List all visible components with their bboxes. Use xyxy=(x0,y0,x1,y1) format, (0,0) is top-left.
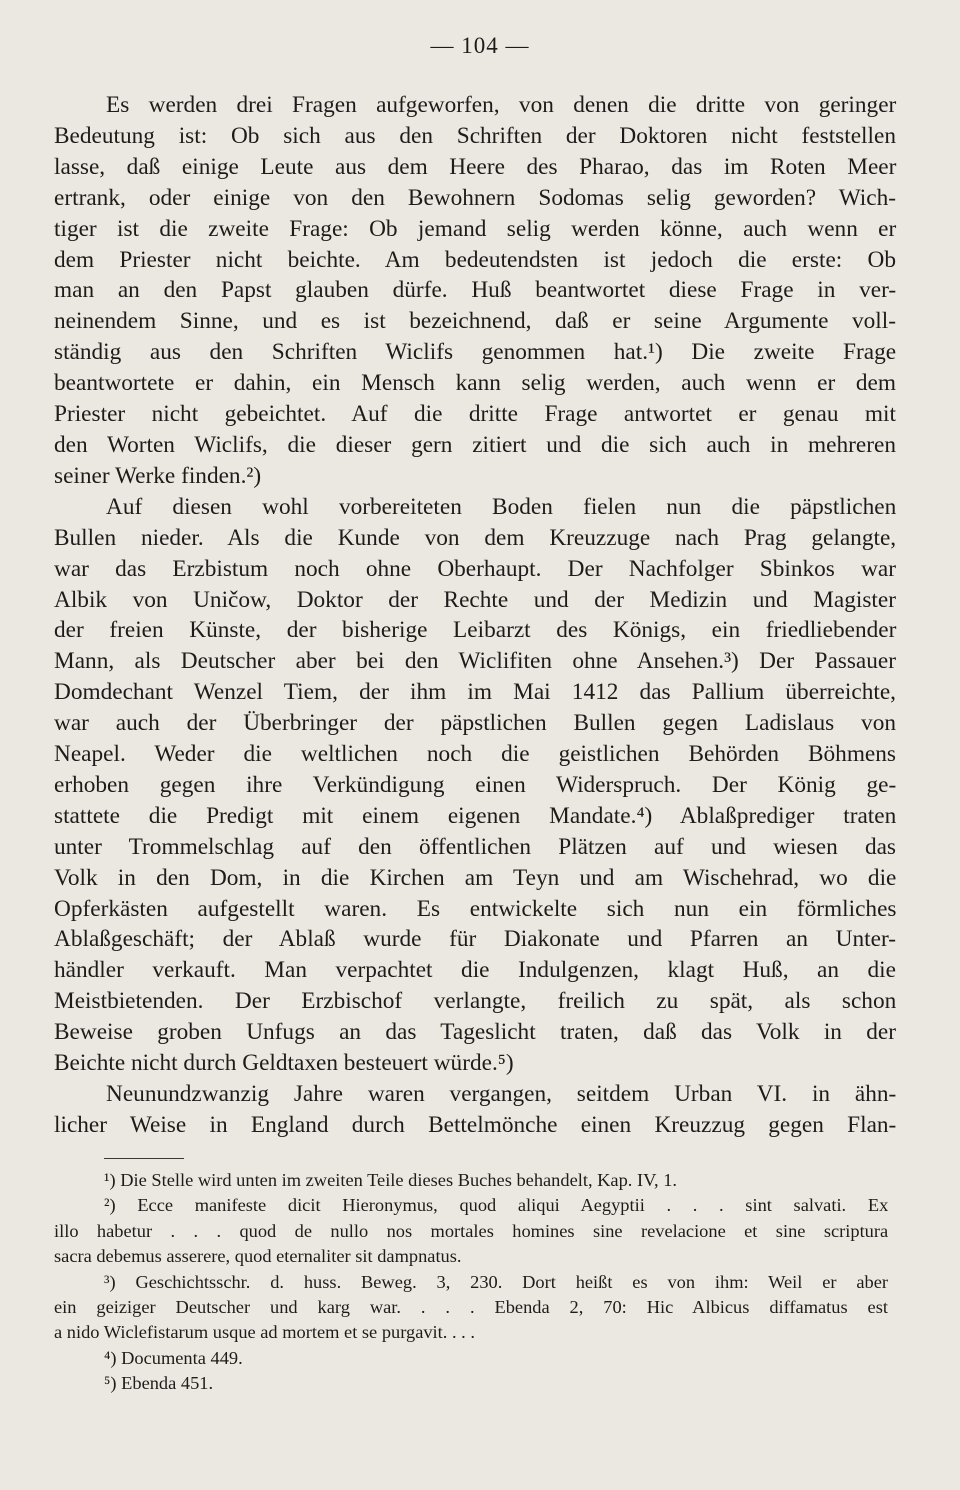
text-line: Opferkästen aufgestellt waren. Es entwickelte sich nun ein förmliches xyxy=(54,895,897,922)
paragraph-2 xyxy=(54,492,896,1079)
footnote-line: ²) Ecce manifeste dicit Hieronymus, quod aliqui Aegyptii . . . sint salvati. Ex xyxy=(104,1195,889,1216)
footnotes xyxy=(54,1168,888,1397)
text-line: der freien Künste, der bisherige Leibarzt des Königs, ein friedliebender xyxy=(54,617,897,644)
text-line: Domdechant Wenzel Tiem, der ihm im Mai 1412 das Pallium überreichte, xyxy=(54,679,896,706)
footnote-3 xyxy=(54,1270,888,1346)
footnote-line: ³) Geschichtsschr. d. huss. Beweg. 3, 230. Dort heißt es von ihm: Weil er aber xyxy=(104,1271,888,1292)
footnote-2 xyxy=(54,1193,888,1269)
footnote-line: sacra debemus asserere, quod eternaliter sit dampnatus. xyxy=(54,1246,462,1267)
text-line: Neunundzwanzig Jahre waren vergangen, seitdem Urban VI. in ähn- xyxy=(106,1081,897,1107)
text-line: Meistbietenden. Der Erzbischof verlangte, freilich zu spät, als schon xyxy=(54,988,897,1015)
text-line: Bullen nieder. Als die Kunde von dem Kreuzzuge nach Prag gelangte, xyxy=(54,524,897,551)
text-line: war auch der Überbringer der päpstlichen Bullen gegen Ladislaus von xyxy=(54,710,896,737)
text-line: beantwortete er dahin, ein Mensch kann selig werden, auch wenn er dem xyxy=(54,370,896,397)
page-number: — 104 — xyxy=(430,33,530,58)
text-line: seiner Werke finden.²) xyxy=(54,462,262,489)
text-line: licher Weise in England durch Bettelmönche einen Kreuzzug gegen Flan- xyxy=(54,1111,897,1138)
text-line: Beichte nicht durch Geldtaxen besteuert würde.⁵) xyxy=(54,1050,514,1077)
text-line: den Worten Wiclifs, die dieser gern zitiert und die sich auch in mehreren xyxy=(54,431,896,458)
text-line: tiger ist die zweite Frage: Ob jemand selig werden könne, auch wenn er xyxy=(54,215,897,242)
footnote-line: a nido Wiclefistarum usque ad mortem et se purgavit. . . . xyxy=(54,1322,475,1343)
footnote-line: ein geiziger Deutscher und karg war. . . . Ebenda 2, 70: Hic Albicus diffamatus est xyxy=(54,1297,888,1318)
paragraph-3 xyxy=(54,1079,896,1141)
text-line: ertrank, oder einige von den Bewohnern Sodomas selig geworden? Wich- xyxy=(54,184,896,211)
text-line: Beweise groben Unfugs an das Tageslicht traten, daß das Volk in der xyxy=(54,1019,896,1046)
paragraph-1 xyxy=(54,90,896,492)
footnote-5 xyxy=(54,1371,888,1396)
footnote-line: ¹) Die Stelle wird unten im zweiten Teile dieses Buches behandelt, Kap. IV, 1. xyxy=(104,1170,677,1190)
body-text xyxy=(54,90,896,1141)
text-line: Mann, als Deutscher aber bei den Wiclifiten ohne Ansehen.³) Der Passauer xyxy=(54,648,896,675)
text-line: erhoben gegen ihre Verkündigung einen Widerspruch. Der König ge- xyxy=(54,771,897,798)
footnote-line: ⁵) Ebenda 451. xyxy=(104,1373,214,1394)
text-line: ständig aus den Schriften Wiclifs genommen hat.¹) Die zweite Frage xyxy=(54,339,897,366)
text-line: Ablaßgeschäft; der Ablaß wurde für Diakonate und Pfarren an Unter- xyxy=(54,926,896,953)
text-line: Auf diesen wohl vorbereiteten Boden fielen nun die päpstlichen xyxy=(106,493,897,520)
footnote-1 xyxy=(54,1168,888,1193)
text-line: lasse, daß einige Leute aus dem Heere des Pharao, das im Roten Meer xyxy=(54,153,897,180)
text-line: Es werden drei Fragen aufgeworfen, von denen die dritte von geringer xyxy=(106,92,897,118)
text-line: dem Priester nicht beichte. Am bedeutendsten ist jedoch die erste: Ob xyxy=(54,246,896,273)
footnote-4 xyxy=(54,1346,888,1371)
text-line: Albik von Uničow, Doktor der Rechte und der Medizin und Magister xyxy=(54,586,896,613)
text-line: unter Trommelschlag auf den öffentlichen Plätzen auf und wiesen das xyxy=(54,833,896,860)
text-line: stattete die Predigt mit einem eigenen Mandate.⁴) Ablaßprediger traten xyxy=(54,802,897,829)
text-line: war das Erzbistum noch ohne Oberhaupt. Der Nachfolger Sbinkos war xyxy=(54,555,896,582)
footnote-divider xyxy=(104,1158,184,1159)
text-line: Bedeutung ist: Ob sich aus den Schriften der Doktoren nicht feststellen xyxy=(54,122,896,149)
text-line: neinendem Sinne, und es ist bezeichnend, daß er seine Argumente voll- xyxy=(54,308,896,335)
text-line: Priester nicht gebeichtet. Auf die dritte Frage antwortet er genau mit xyxy=(54,401,896,428)
footnote-line: ⁴) Documenta 449. xyxy=(104,1347,243,1368)
footnote-line: illo habetur . . . quod de nullo nos mortales homines sine revelacione et sine scriptura xyxy=(54,1220,889,1241)
text-line: Neapel. Weder die weltlichen noch die geistlichen Behörden Böhmens xyxy=(54,741,896,768)
text-line: händler verkauft. Man verpachtet die Indulgenzen, klagt Huß, an die xyxy=(54,957,896,984)
text-line: Volk in den Dom, in die Kirchen am Teyn und am Wischehrad, wo die xyxy=(54,864,897,891)
text-line: man an den Papst glauben dürfe. Huß beantwortet diese Frage in ver- xyxy=(54,277,897,304)
